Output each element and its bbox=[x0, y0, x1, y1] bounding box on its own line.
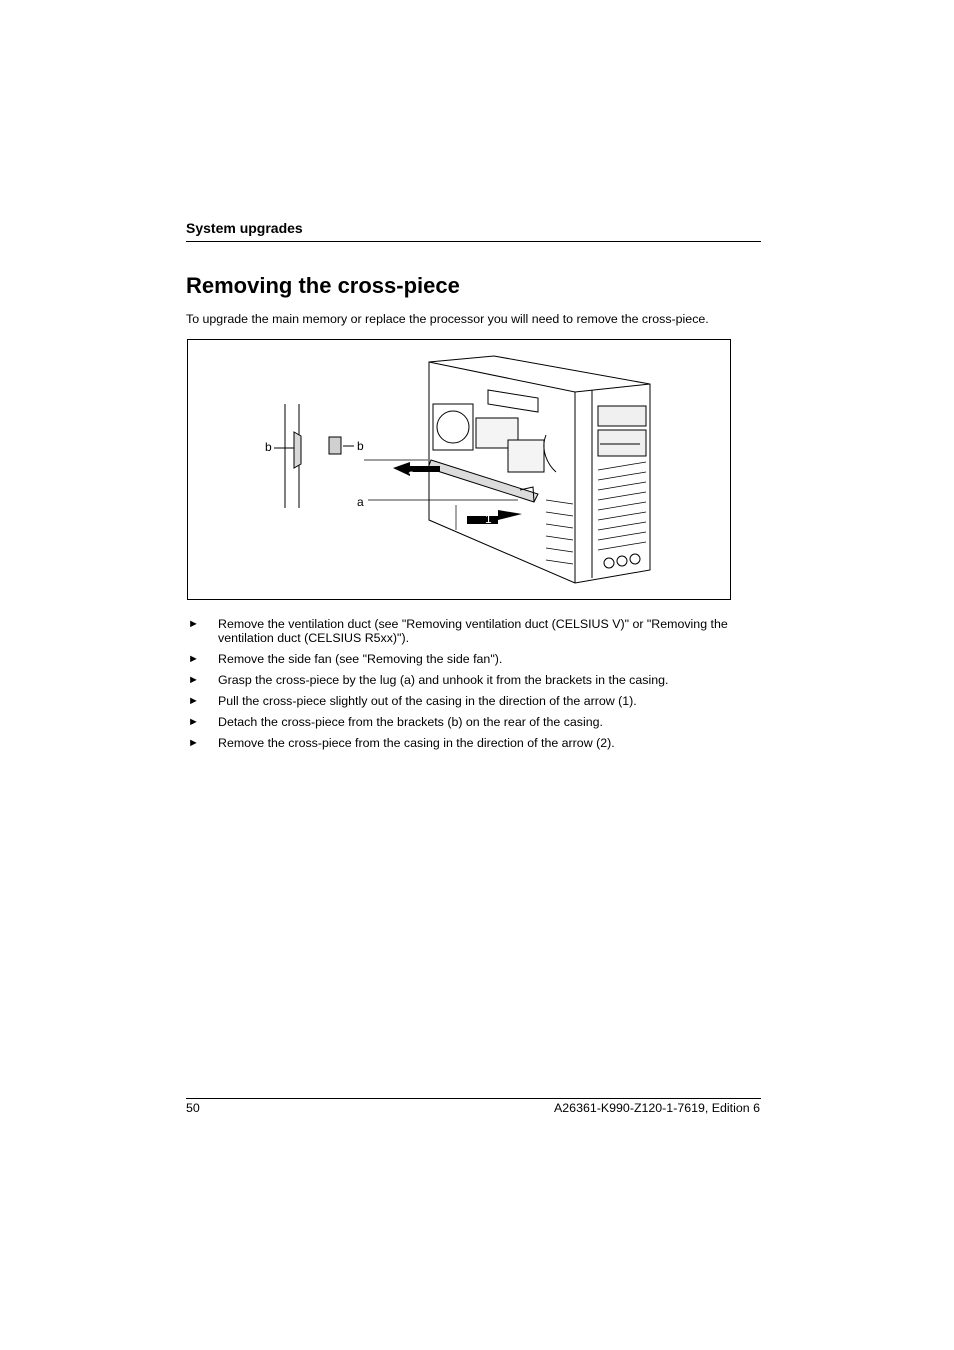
callout-arrow-2: 2 bbox=[408, 469, 415, 483]
list-item bbox=[186, 652, 761, 666]
step-text: Pull the cross-piece slightly out of the casing in the direction of the arrow (1). bbox=[218, 694, 637, 708]
page-number: 50 bbox=[186, 1101, 200, 1115]
document-id: A26361-K990-Z120-1-7619, Edition 6 bbox=[554, 1101, 760, 1115]
section-header: System upgrades bbox=[186, 220, 303, 236]
callout-b-right: b bbox=[357, 439, 364, 453]
arrow-bullet-icon: ► bbox=[188, 618, 199, 630]
page-title: Removing the cross-piece bbox=[186, 273, 460, 298]
bracket-b-right bbox=[329, 437, 341, 454]
arrow-1 bbox=[467, 510, 522, 524]
arrow-bullet-icon: ► bbox=[188, 653, 199, 665]
arrow-bullet-icon: ► bbox=[188, 695, 199, 707]
drive-bay-1 bbox=[598, 406, 646, 426]
step-text: Grasp the cross-piece by the lug (a) and unhook it from the brackets in the casing. bbox=[218, 673, 669, 687]
callout-a: a bbox=[357, 495, 364, 509]
list-item bbox=[186, 694, 761, 708]
step-text: Remove the ventilation duct (see "Removing ventilation duct (CELSIUS V)" or "Removing the ventilation duct (CELSIUS R5xx)"). bbox=[218, 617, 728, 645]
list-item bbox=[186, 617, 761, 645]
step-text: Remove the side fan (see "Removing the side fan"). bbox=[218, 652, 503, 666]
step-text: Detach the cross-piece from the brackets (b) on the rear of the casing. bbox=[218, 715, 603, 729]
bracket-b-left bbox=[294, 432, 301, 468]
arrow-bullet-icon: ► bbox=[188, 674, 199, 686]
intro-paragraph: To upgrade the main memory or replace the processor you will need to remove the cross-piece. bbox=[186, 312, 709, 326]
cross-piece-illustration bbox=[187, 339, 731, 600]
callout-b-left: b bbox=[265, 440, 272, 454]
drive-bay-2 bbox=[598, 430, 646, 456]
arrow-bullet-icon: ► bbox=[188, 716, 199, 728]
step-text: Remove the cross-piece from the casing in the direction of the arrow (2). bbox=[218, 736, 615, 750]
callout-arrow-1: 1 bbox=[485, 512, 492, 526]
list-item bbox=[186, 673, 761, 687]
list-item bbox=[186, 715, 761, 729]
footer-divider bbox=[186, 1098, 761, 1099]
arrow-bullet-icon: ► bbox=[188, 737, 199, 749]
illustration-drawing bbox=[188, 340, 732, 601]
header-divider bbox=[186, 241, 761, 242]
instruction-steps bbox=[186, 617, 761, 757]
list-item bbox=[186, 736, 761, 750]
